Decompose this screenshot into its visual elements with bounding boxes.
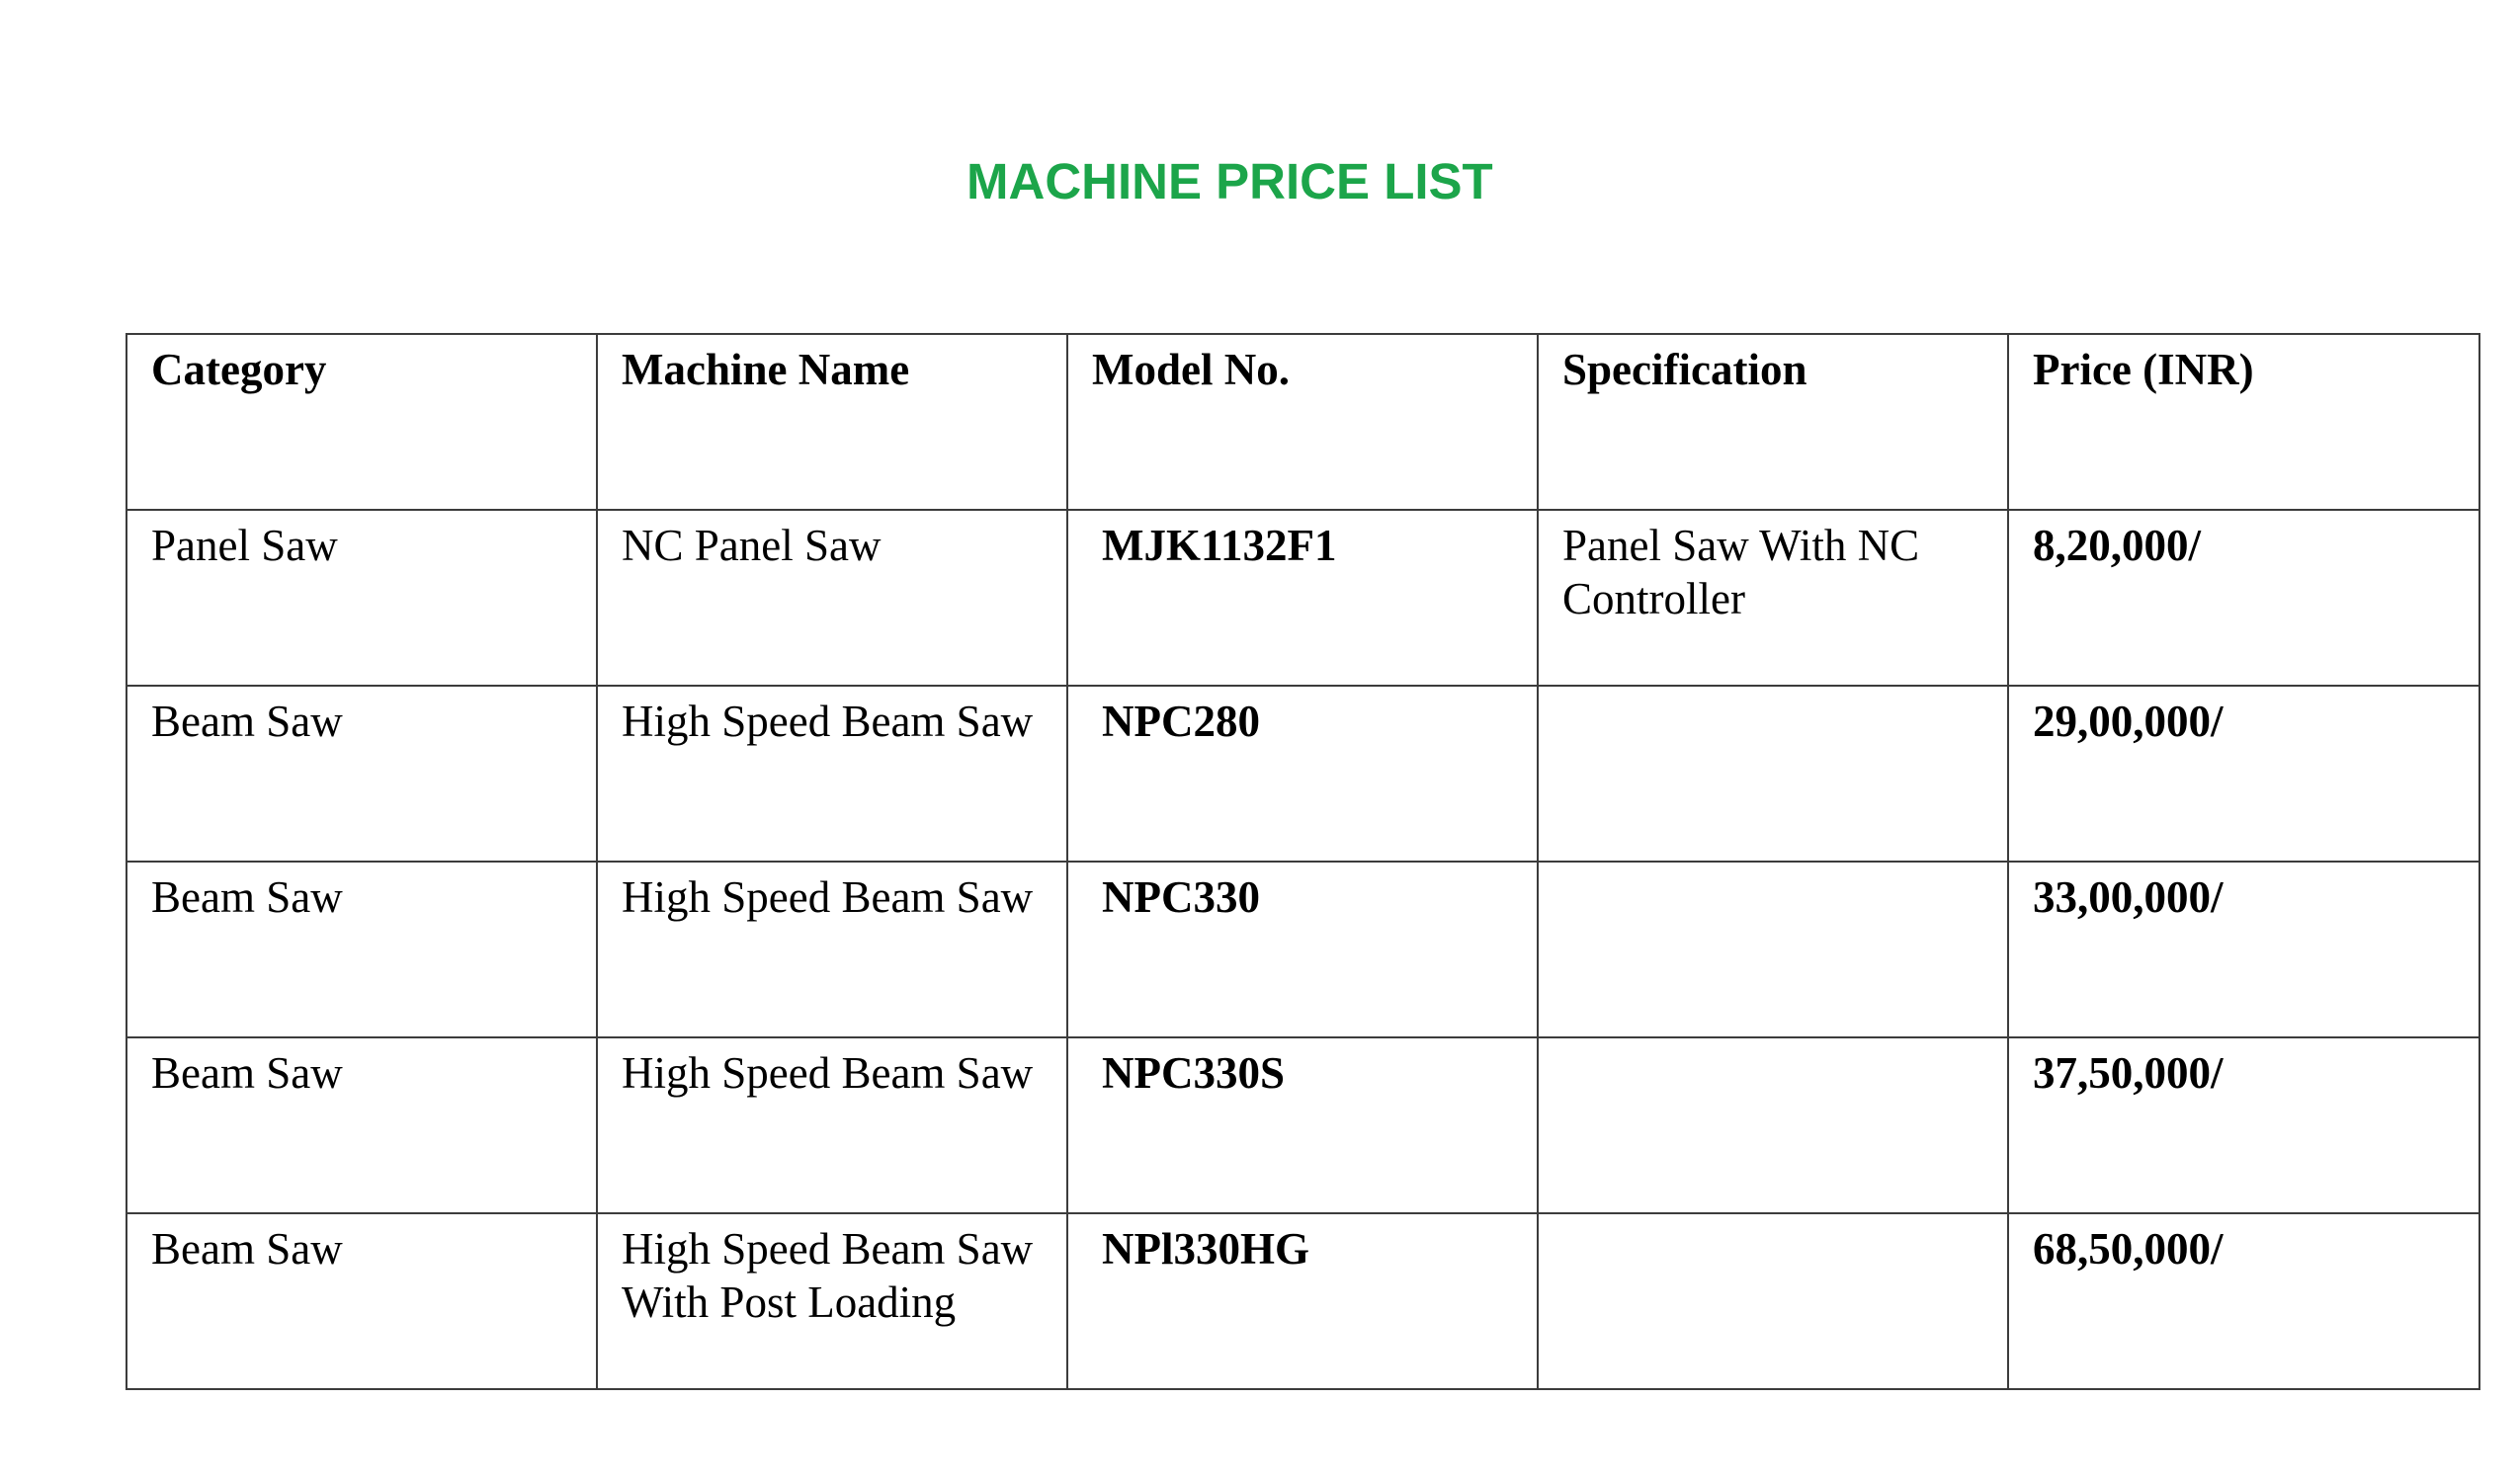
machine-name-cell: High Speed Beam Saw: [597, 1037, 1067, 1213]
machine-name-cell: High Speed Beam Saw: [597, 686, 1067, 862]
price-table: [126, 333, 2480, 1390]
specification-cell: [1538, 1213, 2008, 1389]
header-category: Category: [126, 334, 597, 510]
header-price: Price (INR): [2008, 334, 2479, 510]
model-no-cell: NPC330: [1067, 862, 1538, 1037]
price-cell: 29,00,000/: [2008, 686, 2479, 862]
model-no-cell: MJK1132F1: [1067, 510, 1538, 686]
header-row: [126, 334, 2479, 510]
specification-cell: [1538, 1037, 2008, 1213]
specification-cell: [1538, 686, 2008, 862]
table-row: [126, 510, 2479, 686]
table-row: [126, 1037, 2479, 1213]
machine-name-cell: NC Panel Saw: [597, 510, 1067, 686]
machine-name-cell: High Speed Beam Saw: [597, 862, 1067, 1037]
table-row: [126, 862, 2479, 1037]
header-model-no: Model No.: [1067, 334, 1538, 510]
model-no-cell: NPC280: [1067, 686, 1538, 862]
model-no-cell: NPC330S: [1067, 1037, 1538, 1213]
header-specification: Specification: [1538, 334, 2008, 510]
page-title: MACHINE PRICE LIST: [966, 153, 1493, 209]
specification-cell: Panel Saw With NC Controller: [1538, 510, 2008, 686]
table-body: [126, 510, 2479, 1389]
category-cell: Beam Saw: [126, 862, 597, 1037]
header-machine-name: Machine Name: [597, 334, 1067, 510]
price-cell: 37,50,000/: [2008, 1037, 2479, 1213]
table-row: [126, 1213, 2479, 1389]
category-cell: Beam Saw: [126, 1213, 597, 1389]
table-header: [126, 334, 2479, 510]
category-cell: Panel Saw: [126, 510, 597, 686]
table-row: [126, 686, 2479, 862]
category-cell: Beam Saw: [126, 686, 597, 862]
price-cell: 68,50,000/: [2008, 1213, 2479, 1389]
price-cell: 8,20,000/: [2008, 510, 2479, 686]
machine-name-cell: High Speed Beam Saw With Post Loading: [597, 1213, 1067, 1389]
category-cell: Beam Saw: [126, 1037, 597, 1213]
model-no-cell: NPl330HG: [1067, 1213, 1538, 1389]
specification-cell: [1538, 862, 2008, 1037]
price-cell: 33,00,000/: [2008, 862, 2479, 1037]
